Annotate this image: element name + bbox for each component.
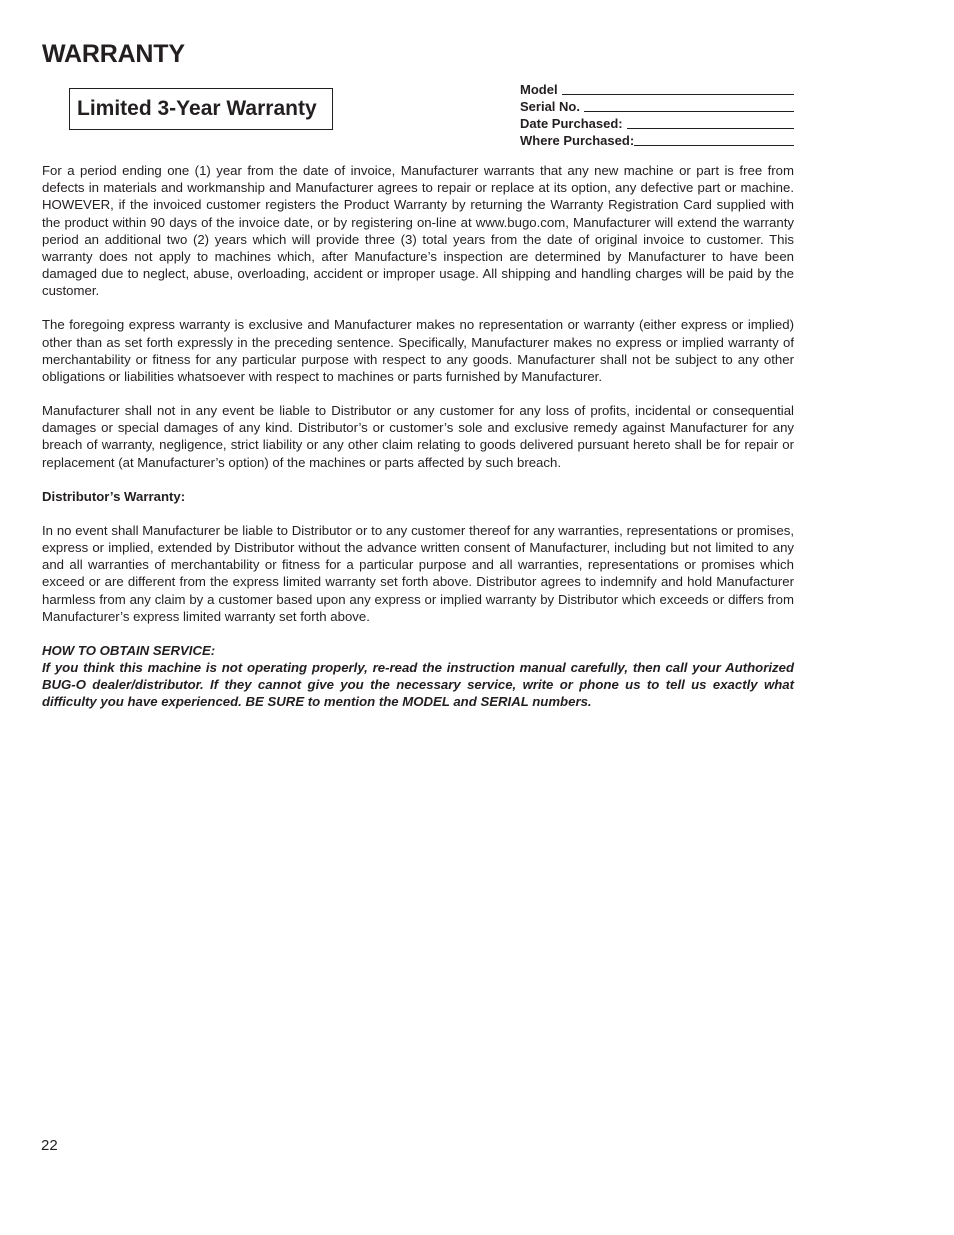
- page-title: WARRANTY: [42, 40, 185, 68]
- model-row: [520, 80, 794, 97]
- registration-form: [520, 80, 794, 148]
- warranty-paragraph: For a period ending one (1) year from the date of invoice, Manufacturer warrants that any new machine or part is free from defects in materials and workmanship and Manufacturer agrees to repair or replace at its option, any defective part or machine. HOWEVER, if the invoiced customer registers the Product Warranty by returning the Warranty Registration Card supplied with the product within 90 days of the invoice date, or by registering on-line at www.bugo.com, Manufacturer will extend the warranty period an additional two (2) years which will provide three (3) total years from the date of original invoice to customer. This warranty does not apply to machines which, after Manufacture’s inspection are determined by Manufacturer to have been damaged due to neglect, abuse, overloading, accident or improper usage. All shipping and handling charges will be paid by the customer.: [42, 163, 794, 299]
- where-purchased-field: [634, 132, 794, 146]
- where-purchased-row: [520, 131, 794, 148]
- serial-field: [584, 98, 794, 112]
- date-purchased-field: [627, 115, 794, 129]
- page-number: 22: [41, 1137, 58, 1154]
- serial-label: Serial No.: [520, 99, 580, 114]
- distributor-warranty-paragraph: In no event shall Manufacturer be liable to Distributor or to any customer thereof for any warranties, representations or promises, express or implied, extended by Distributor without the advance written consent of Manufacturer, including but not limited to any and all warranties of merchantability or fitness for a particular purpose and all warranties, representations or promises which exceed or are different from the express limited warranty set forth above. Distributor agrees to indemnify and hold Manufacturer harmless from any claim by a customer based upon any express or implied warranty by Distributor which exceeds or differs from Manufacturer’s express limited warranty set forth above.: [42, 522, 794, 624]
- date-purchased-label: Date Purchased:: [520, 116, 623, 131]
- model-field: [562, 81, 794, 95]
- liability-paragraph: Manufacturer shall not in any event be liable to Distributor or any customer for any loss of profits, incidental or consequential damages or special damages of any kind. Distributor’s or customer’s sole and exclusive remedy against Manufacturer for any breach of warranty, negligence, strict liability or any other claim relating to goods delivered pursuant hereto shall be for repair or replacement (at Manufacturer’s option) of the machines or parts affected by such breach.: [42, 403, 794, 470]
- service-heading: HOW TO OBTAIN SERVICE:: [42, 642, 216, 658]
- date-purchased-row: [520, 114, 794, 131]
- distributor-warranty-heading: Distributor’s Warranty:: [42, 488, 186, 504]
- exclusivity-paragraph: The foregoing express warranty is exclusive and Manufacturer makes no representation or warranty (either express or implied) other than as set forth expressly in the preceding sentence. Specifically, Manufacturer makes no express or implied warranty of merchantability or fitness for any particular purpose with respect to any goods. Manufacturer shall not be subject to any other obligations or liabilities whatsoever with respect to machines or parts furnished by Manufacturer.: [42, 317, 794, 385]
- where-purchased-label: Where Purchased:: [520, 133, 635, 148]
- warranty-type-box: Limited 3-Year Warranty: [69, 88, 333, 130]
- model-label: Model: [520, 82, 558, 97]
- warranty-body: [42, 162, 794, 711]
- service-instructions: If you think this machine is not operating properly, re-read the instruction manual carefully, then call your Authorized BUG-O dealer/distributor. If they cannot give you the necessary service, write or phone us to tell us exactly what difficulty you have experienced. BE SURE to mention the MODEL and SERIAL numbers.: [42, 660, 794, 710]
- serial-row: [520, 97, 794, 114]
